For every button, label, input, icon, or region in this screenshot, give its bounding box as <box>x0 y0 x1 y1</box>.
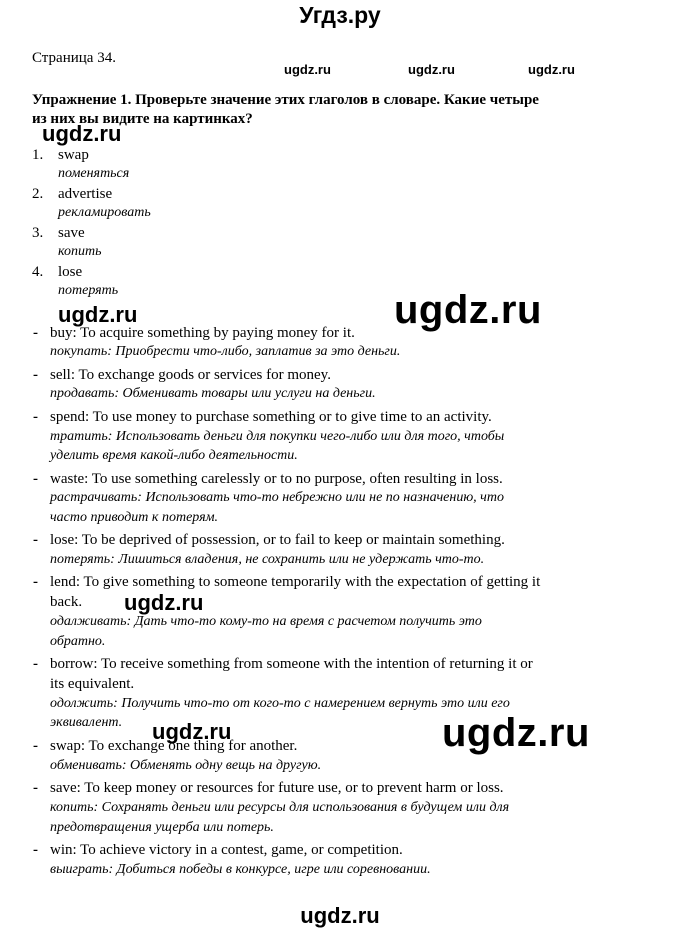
exercise-heading-line: Упражнение 1. Проверьте значение этих глаголов в словаре. Какие четыре <box>32 92 539 108</box>
exercise-heading-line: из них вы видите на картинках? <box>32 111 253 127</box>
list-item-translation: копить <box>58 244 102 259</box>
list-item-word: swap <box>58 147 89 163</box>
definition-ru: растрачивать: Использовать что-то небрежно или не по назначению, что <box>50 490 504 505</box>
list-item-translation: рекламировать <box>58 205 151 220</box>
watermark: ugdz.ru <box>300 903 380 928</box>
watermark: ugdz.ru <box>408 62 455 77</box>
list-item-number: 3. <box>32 225 44 241</box>
definition-en: lend: To give something to someone temporarily with the expectation of getting it <box>50 574 541 590</box>
definition-ru: одолжить: Получить что-то от кого-то с намерением вернуть это или его <box>50 696 510 711</box>
definition-en: borrow: To receive something from someone with the intention of returning it or <box>50 656 533 672</box>
list-item-translation: поменяться <box>58 166 130 181</box>
definition-ru: тратить: Использовать деньги для покупки чего-либо или для того, чтобы <box>50 429 505 444</box>
definition-ru: покупать: Приобрести что-либо, заплатив за это деньги. <box>50 344 401 359</box>
definition-ru: одалживать: Дать что-то кому-то на время с расчетом получить это <box>50 614 482 629</box>
definition-en: swap: To exchange one thing for another. <box>50 738 298 754</box>
watermark: ugdz.ru <box>152 719 232 744</box>
definition-ru: продавать: Обменивать товары или услуги на деньги. <box>50 386 376 401</box>
list-item-translation: потерять <box>58 283 119 298</box>
definition-en: spend: To use money to purchase something or to give time to an activity. <box>50 409 492 425</box>
exercise-heading <box>32 91 632 129</box>
bullet-dash: - <box>33 738 38 754</box>
bullet-dash: - <box>33 532 38 548</box>
definition-en: win: To achieve victory in a contest, game, or competition. <box>50 842 403 858</box>
page-label: Страница 34. <box>32 50 116 66</box>
watermark: ugdz.ru <box>442 711 590 755</box>
definition-ru: обратно. <box>50 634 106 649</box>
definition-ru: потерять: Лишиться владения, не сохранить или не удержать что-то. <box>50 552 485 567</box>
definition-en: waste: To use something carelessly or to no purpose, often resulting in loss. <box>50 471 503 487</box>
list-item-number: 1. <box>32 147 44 163</box>
list-item-word: advertise <box>58 186 113 202</box>
watermark: ugdz.ru <box>284 62 331 77</box>
definition-ru: обменивать: Обменять одну вещь на другую. <box>50 758 322 773</box>
list-item-number: 4. <box>32 264 44 280</box>
definition-en: sell: To exchange goods or services for money. <box>50 367 331 383</box>
definition-en: back. <box>50 594 83 610</box>
bullet-dash: - <box>33 325 38 341</box>
definition-ru: уделить время какой-либо деятельности. <box>50 448 298 463</box>
watermark: ugdz.ru <box>124 590 204 615</box>
bullet-dash: - <box>33 367 38 383</box>
definition-en: save: To keep money or resources for future use, or to prevent harm or loss. <box>50 780 504 796</box>
watermark: ugdz.ru <box>42 121 122 146</box>
bullet-dash: - <box>33 409 38 425</box>
definition-en: its equivalent. <box>50 676 135 692</box>
watermark: ugdz.ru <box>528 62 575 77</box>
list-item-word: save <box>58 225 85 241</box>
definition-ru: эквивалент. <box>50 715 123 730</box>
list-item-word: lose <box>58 264 83 280</box>
definition-en: lose: To be deprived of possession, or to fail to keep or maintain something. <box>50 532 505 548</box>
bullet-dash: - <box>33 656 38 672</box>
bullet-dash: - <box>33 574 38 590</box>
bullet-dash: - <box>33 780 38 796</box>
definition-ru: копить: Сохранять деньги или ресурсы для использования в будущем или для <box>50 800 510 815</box>
bullet-dash: - <box>33 842 38 858</box>
list-item-number: 2. <box>32 186 44 202</box>
definition-en: buy: To acquire something by paying money for it. <box>50 325 355 341</box>
definition-ru: выиграть: Добиться победы в конкурсе, игре или соревновании. <box>50 862 431 877</box>
definition-ru: предотвращения ущерба или потерь. <box>50 820 274 835</box>
watermark: ugdz.ru <box>394 288 542 332</box>
site-title: Угдз.ру <box>299 2 381 28</box>
watermark: ugdz.ru <box>58 302 138 327</box>
definition-ru: часто приводит к потерям. <box>50 510 219 525</box>
bullet-dash: - <box>33 471 38 487</box>
